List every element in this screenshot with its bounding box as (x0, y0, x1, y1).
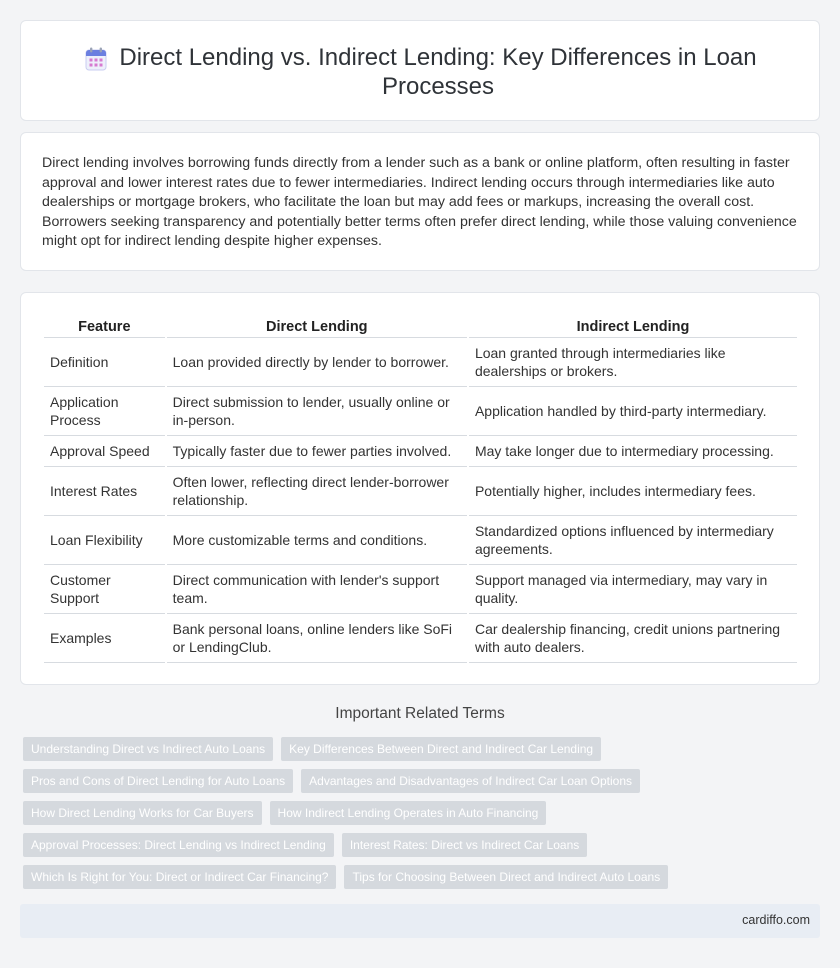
related-term-link[interactable]: Which Is Right for You: Direct or Indirect Car Financing? (23, 865, 336, 889)
related-term-link[interactable]: Key Differences Between Direct and Indirect Car Lending (281, 737, 601, 761)
table-row (44, 338, 797, 387)
feature-cell: Definition (44, 338, 165, 387)
footer-site-link[interactable]: cardiffo.com (742, 913, 810, 927)
feature-cell: Loan Flexibility (44, 516, 165, 565)
table-row (44, 614, 797, 663)
indirect-cell: Car dealership financing, credit unions partnering with auto dealers. (469, 614, 797, 663)
tag-row (23, 801, 823, 825)
header-direct-lending: Direct Lending (167, 312, 467, 338)
feature-cell: Application Process (44, 387, 165, 436)
direct-cell: Direct submission to lender, usually online or in-person. (167, 387, 467, 436)
indirect-cell: May take longer due to intermediary processing. (469, 436, 797, 467)
tag-row (23, 769, 823, 793)
page-title: Direct Lending vs. Indirect Lending: Key Differences in Loan Processes (119, 44, 757, 100)
direct-cell: Direct communication with lender's support team. (167, 565, 467, 614)
title-card (20, 20, 820, 121)
indirect-cell: Support managed via intermediary, may vary in quality. (469, 565, 797, 614)
intro-card (20, 132, 820, 271)
related-term-link[interactable]: How Indirect Lending Operates in Auto Financing (270, 801, 547, 825)
table-row (44, 436, 797, 467)
related-term-link[interactable]: Advantages and Disadvantages of Indirect Car Loan Options (301, 769, 640, 793)
table-row (44, 565, 797, 614)
comparison-card (20, 292, 820, 685)
related-term-link[interactable]: Approval Processes: Direct Lending vs Indirect Lending (23, 833, 334, 857)
feature-cell: Examples (44, 614, 165, 663)
tag-row (23, 865, 823, 889)
direct-cell: Bank personal loans, online lenders like SoFi or LendingClub. (167, 614, 467, 663)
header-indirect-lending: Indirect Lending (469, 312, 797, 338)
indirect-cell: Standardized options influenced by intermediary agreements. (469, 516, 797, 565)
direct-cell: Loan provided directly by lender to borrower. (167, 338, 467, 387)
comparison-table (42, 312, 799, 663)
feature-cell: Approval Speed (44, 436, 165, 467)
related-term-link[interactable]: Pros and Cons of Direct Lending for Auto Loans (23, 769, 293, 793)
tag-row (23, 833, 823, 857)
related-term-link[interactable]: Tips for Choosing Between Direct and Indirect Auto Loans (344, 865, 668, 889)
indirect-cell: Application handled by third-party intermediary. (469, 387, 797, 436)
header-feature: Feature (44, 312, 165, 338)
tag-row (23, 737, 823, 761)
feature-cell: Customer Support (44, 565, 165, 614)
related-term-link[interactable]: Interest Rates: Direct vs Indirect Car Loans (342, 833, 587, 857)
indirect-cell: Loan granted through intermediaries like dealerships or brokers. (469, 338, 797, 387)
feature-cell: Interest Rates (44, 467, 165, 516)
footer (20, 904, 820, 938)
related-terms-title: Important Related Terms (335, 705, 505, 722)
intro-paragraph: Direct lending involves borrowing funds directly from a lender such as a bank or online platform, often resulting in faster approval and lower interest rates due to fewer intermediaries. Indirect lending occurs through intermediaries like auto dealerships or mortgage brokers, who facilitate the loan but may add fees or markups, increasing the overall cost. Borrowers seeking transparency and potentially better terms often prefer direct lending, while those valuing convenience might opt for indirect lending despite higher expenses. (42, 155, 797, 250)
table-row (44, 387, 797, 436)
related-term-link[interactable]: How Direct Lending Works for Car Buyers (23, 801, 262, 825)
table-row (44, 516, 797, 565)
related-terms-list (23, 737, 823, 897)
table-row (44, 467, 797, 516)
table-header-row (44, 312, 797, 338)
related-term-link[interactable]: Understanding Direct vs Indirect Auto Loans (23, 737, 273, 761)
direct-cell: More customizable terms and conditions. (167, 516, 467, 565)
direct-cell: Often lower, reflecting direct lender-borrower relationship. (167, 467, 467, 516)
indirect-cell: Potentially higher, includes intermediary fees. (469, 467, 797, 516)
direct-cell: Typically faster due to fewer parties involved. (167, 436, 467, 467)
